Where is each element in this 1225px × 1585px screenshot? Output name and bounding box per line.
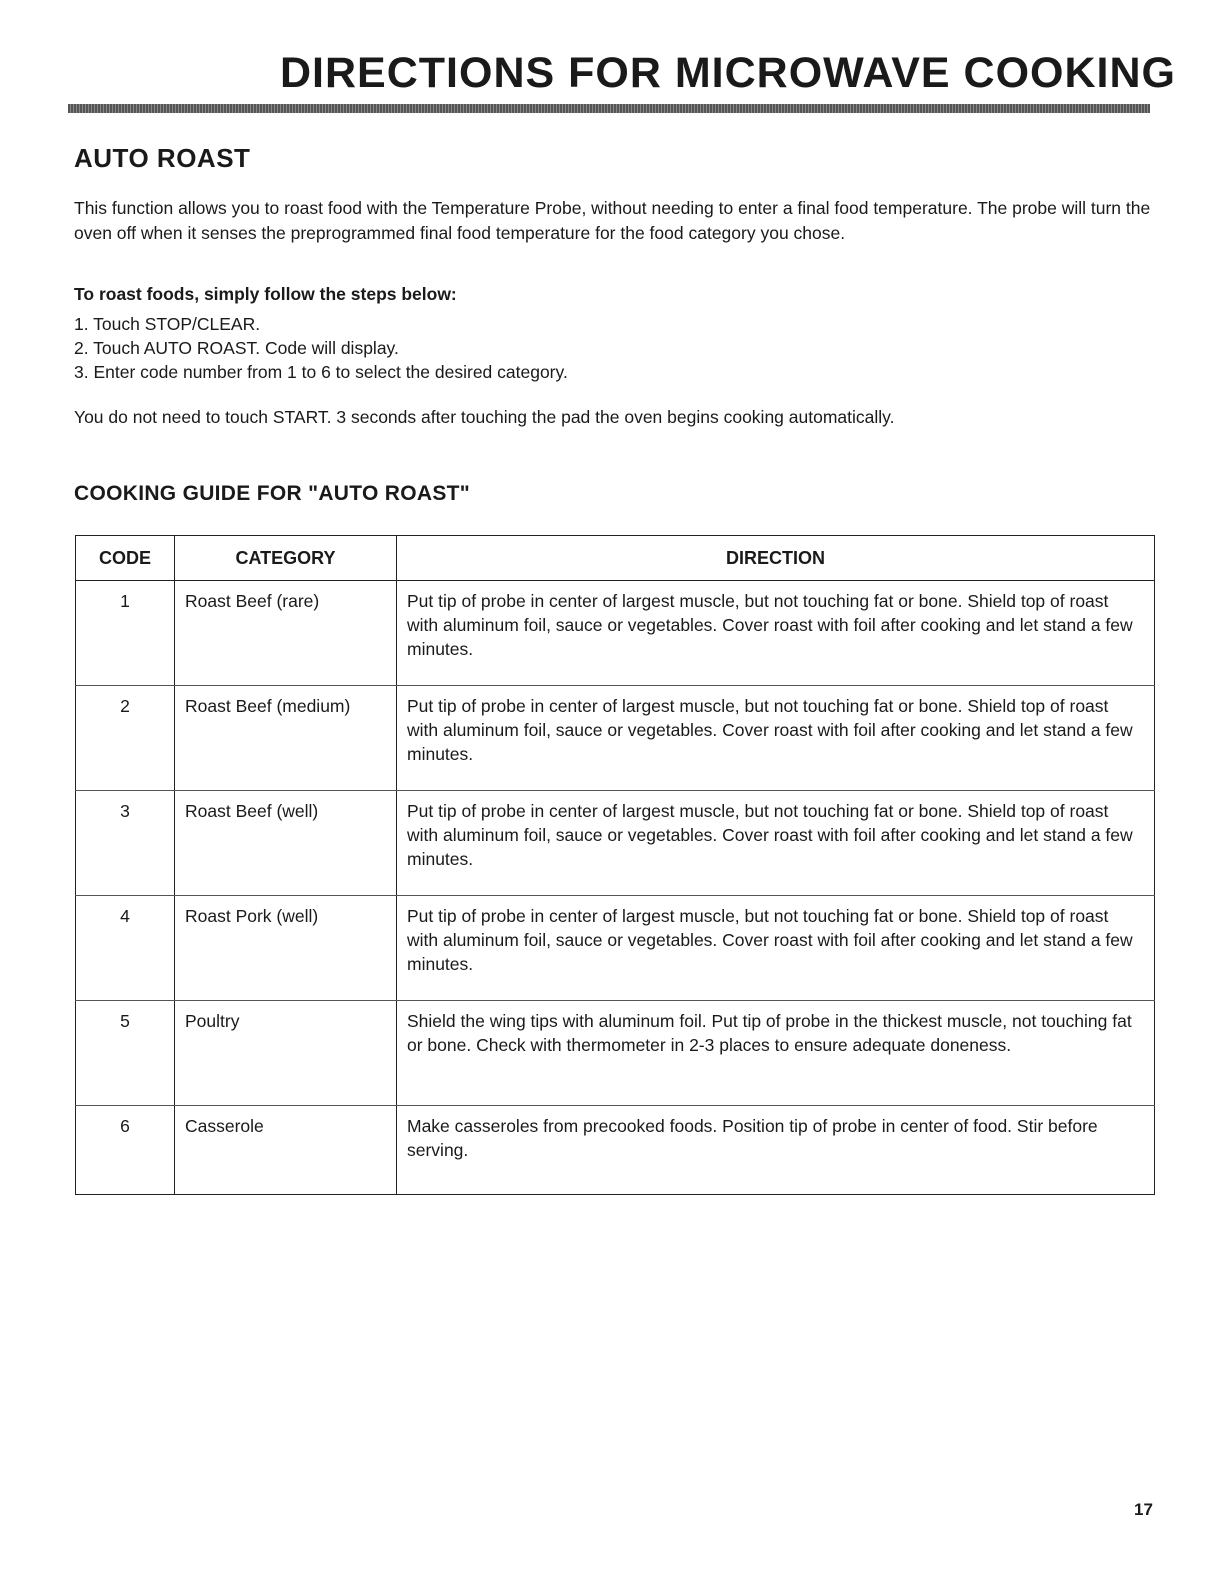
step-item: 2. Touch AUTO ROAST. Code will display. bbox=[74, 338, 399, 358]
table-header-row bbox=[76, 536, 1155, 581]
category-cell: Roast Beef (well) bbox=[175, 791, 397, 896]
direction-cell: Put tip of probe in center of largest muscle, but not touching fat or bone. Shield top of roast with aluminum foil, sauce or vegetables. Cover roast with foil after cooking and let stand a few minutes. bbox=[397, 686, 1155, 791]
table-row bbox=[76, 896, 1155, 1001]
cooking-guide-heading: COOKING GUIDE FOR "AUTO ROAST" bbox=[74, 482, 471, 505]
title-rule bbox=[68, 104, 1150, 113]
category-cell: Roast Beef (rare) bbox=[175, 581, 397, 686]
direction-cell: Put tip of probe in center of largest muscle, but not touching fat or bone. Shield top of roast with aluminum foil, sauce or vegetables. Cover roast with foil after cooking and let stand a few minutes. bbox=[397, 791, 1155, 896]
category-cell: Casserole bbox=[175, 1106, 397, 1195]
category-cell: Roast Pork (well) bbox=[175, 896, 397, 1001]
category-cell: Poultry bbox=[175, 1001, 397, 1106]
table-row bbox=[76, 1001, 1155, 1106]
code-cell: 6 bbox=[76, 1106, 175, 1195]
code-cell: 5 bbox=[76, 1001, 175, 1106]
steps-list bbox=[74, 312, 568, 384]
step-item: 3. Enter code number from 1 to 6 to select the desired category. bbox=[74, 362, 568, 382]
direction-cell: Put tip of probe in center of largest muscle, but not touching fat or bone. Shield top of roast with aluminum foil, sauce or vegetables. Cover roast with foil after cooking and let stand a few minutes. bbox=[397, 896, 1155, 1001]
column-header-category: CATEGORY bbox=[175, 536, 397, 581]
direction-cell: Make casseroles from precooked foods. Position tip of probe in center of food. Stir before serving. bbox=[397, 1106, 1155, 1195]
code-cell: 1 bbox=[76, 581, 175, 686]
table-row bbox=[76, 686, 1155, 791]
page-number: 17 bbox=[1134, 1500, 1153, 1519]
category-cell: Roast Beef (medium) bbox=[175, 686, 397, 791]
auto-roast-heading: AUTO ROAST bbox=[74, 143, 251, 173]
table-row bbox=[76, 791, 1155, 896]
code-cell: 3 bbox=[76, 791, 175, 896]
steps-heading: To roast foods, simply follow the steps below: bbox=[74, 284, 457, 304]
start-note: You do not need to touch START. 3 seconds after touching the pad the oven begins cooking automatically. bbox=[74, 407, 895, 427]
table-row bbox=[76, 581, 1155, 686]
table-row bbox=[76, 1106, 1155, 1195]
code-cell: 2 bbox=[76, 686, 175, 791]
column-header-code: CODE bbox=[76, 536, 175, 581]
cooking-guide-table bbox=[75, 535, 1155, 1195]
column-header-direction: DIRECTION bbox=[397, 536, 1155, 581]
direction-cell: Put tip of probe in center of largest muscle, but not touching fat or bone. Shield top of roast with aluminum foil, sauce or vegetables. Cover roast with foil after cooking and let stand a few minutes. bbox=[397, 581, 1155, 686]
page-title: DIRECTIONS FOR MICROWAVE COOKING bbox=[280, 49, 1176, 97]
intro-paragraph: This function allows you to roast food with the Temperature Probe, without needing to enter a final food temperature. The probe will turn the oven off when it senses the preprogrammed final food temperature for the food category you chose. bbox=[74, 198, 1151, 243]
direction-cell: Shield the wing tips with aluminum foil. Put tip of probe in the thickest muscle, not touching fat or bone. Check with thermometer in 2-3 places to ensure adequate doneness. bbox=[397, 1001, 1155, 1106]
step-item: 1. Touch STOP/CLEAR. bbox=[74, 314, 261, 334]
code-cell: 4 bbox=[76, 896, 175, 1001]
